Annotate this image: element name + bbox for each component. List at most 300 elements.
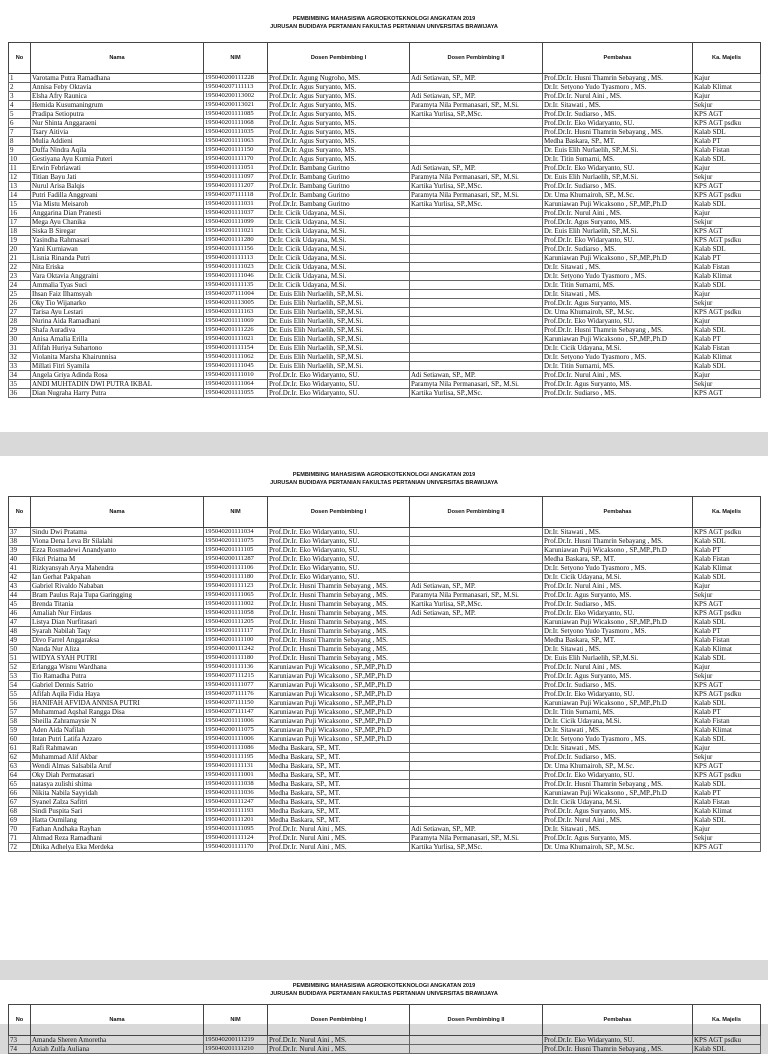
cell-pembahas: Prof.Dr.Ir. Eko Widaryanto, SU. — [543, 119, 693, 128]
cell-no: 4 — [9, 101, 31, 110]
cell-ka-majelis: Kalab SDL — [693, 537, 761, 546]
cell-dosen-pembimbing-1: Prof.Dr.Ir. Agus Suryanto, MS. — [268, 101, 410, 110]
cell-dosen-pembimbing-2 — [410, 690, 543, 699]
cell-pembahas: Dr.Ir. Sitawati , MS. — [543, 101, 693, 110]
cell-dosen-pembimbing-2 — [410, 717, 543, 726]
cell-ka-majelis: Kalab PT — [693, 254, 761, 263]
cell-dosen-pembimbing-2 — [410, 290, 543, 299]
cell-pembahas: Prof.Dr.Ir. Nurul Aini , MS. — [543, 816, 693, 825]
cell-ka-majelis: KPS AGT — [693, 600, 761, 609]
cell-ka-majelis: Kalab Fistan — [693, 344, 761, 353]
table-row — [9, 798, 761, 807]
table-row — [9, 726, 761, 735]
cell-no: 23 — [9, 272, 31, 281]
cell-no: 67 — [9, 798, 31, 807]
cell-nama: Millati Fitri Syamila — [31, 362, 204, 371]
cell-ka-majelis: Kalab SDL — [693, 281, 761, 290]
cell-pembahas: Prof.Dr.Ir. Agus Suryanto, MS. — [543, 834, 693, 843]
cell-dosen-pembimbing-2 — [410, 699, 543, 708]
cell-ka-majelis: Kalab Klimat — [693, 564, 761, 573]
cell-nama: Aden Aida Nafilah — [31, 726, 204, 735]
cell-dosen-pembimbing-1: Karuniawan Puji Wicaksono , SP.,MP.,Ph.D — [268, 672, 410, 681]
cell-dosen-pembimbing-1: Prof.Dr.Ir. Bambang Guritno — [268, 164, 410, 173]
cell-pembahas: Prof.Dr.Ir. Agus Suryanto, MS. — [543, 807, 693, 816]
cell-dosen-pembimbing-2: Kartika Yurlisa, SP.,MSc. — [410, 389, 543, 398]
cell-ka-majelis: Sekjur — [693, 591, 761, 600]
cell-nim: 195040201111021 — [204, 227, 268, 236]
cell-dosen-pembimbing-1: Dr. Euis Elih Nurlaelih, SP.,M.Si. — [268, 362, 410, 371]
cell-ka-majelis: Sekjur — [693, 299, 761, 308]
cell-ka-majelis: KPS AGT psdku — [693, 528, 761, 537]
cell-ka-majelis: KPS AGT — [693, 227, 761, 236]
cell-dosen-pembimbing-2: Kartika Yurlisa, SP.,MSc. — [410, 110, 543, 119]
cell-dosen-pembimbing-1: Prof.Dr.Ir. Agus Suryanto, MS. — [268, 146, 410, 155]
cell-no: 57 — [9, 708, 31, 717]
cell-nama: natasya zulishi shima — [31, 780, 204, 789]
cell-nama: Rafi Rahmawan — [31, 744, 204, 753]
cell-no: 10 — [9, 155, 31, 164]
cell-dosen-pembimbing-2 — [410, 281, 543, 290]
cell-nim: 195040201111135 — [204, 281, 268, 290]
cell-dosen-pembimbing-2 — [410, 771, 543, 780]
cell-nim: 195040201111106 — [204, 564, 268, 573]
cell-pembahas: Dr.Ir. Cicik Udayana, M.Si. — [543, 798, 693, 807]
cell-nama: Erwin Febriawati — [31, 164, 204, 173]
cell-dosen-pembimbing-2 — [410, 753, 543, 762]
cell-pembahas: Karuniawan Puji Wicaksono , SP.,MP.,Ph.D — [543, 618, 693, 627]
cell-dosen-pembimbing-2: Adi Setiawan, SP., MP. — [410, 74, 543, 83]
cell-dosen-pembimbing-2 — [410, 1036, 543, 1045]
cell-dosen-pembimbing-2: Adi Setiawan, SP., MP. — [410, 164, 543, 173]
cell-nama: Varotama Putra Ramadhana — [31, 74, 204, 83]
table-row — [9, 335, 761, 344]
cell-dosen-pembimbing-1: Karuniawan Puji Wicaksono , SP.,MP.,Ph.D — [268, 726, 410, 735]
cell-ka-majelis: Kajur — [693, 317, 761, 326]
table-row — [9, 137, 761, 146]
cell-nama: Muhammad Aqshal Rangga Disa — [31, 708, 204, 717]
table-row — [9, 717, 761, 726]
cell-pembahas: Prof.Dr.Ir. Agus Suryanto, MS. — [543, 380, 693, 389]
cell-dosen-pembimbing-2 — [410, 681, 543, 690]
cell-ka-majelis: Kalab SDL — [693, 128, 761, 137]
cell-nim: 195040201111046 — [204, 272, 268, 281]
cell-nama: Intan Putri Latifa Azzaro — [31, 735, 204, 744]
table-row — [9, 209, 761, 218]
cell-pembahas: Medha Baskara, SP., MT. — [543, 555, 693, 564]
header-ka-majelis: Ka. Majelis — [693, 1005, 761, 1036]
cell-pembahas: Dr.Ir. Setyono Yudo Tyasmoro , MS. — [543, 83, 693, 92]
cell-nama: Gabriel Dennis Satrio — [31, 681, 204, 690]
table-row — [9, 825, 761, 834]
table-row — [9, 771, 761, 780]
cell-pembahas: Prof.Dr.Ir. Husni Thamrin Sebayang , MS. — [543, 537, 693, 546]
header-pembahas: Pembahas — [543, 497, 693, 528]
cell-ka-majelis: Kalab SDL — [693, 362, 761, 371]
cell-ka-majelis: Kalab SDL — [693, 155, 761, 164]
cell-pembahas: Karuniawan Puji Wicaksono , SP.,MP.,Ph.D — [543, 200, 693, 209]
cell-ka-majelis: Sekjur — [693, 672, 761, 681]
table-row — [9, 564, 761, 573]
cell-pembahas: Dr.Ir. Sitawati , MS. — [543, 726, 693, 735]
cell-dosen-pembimbing-1: Prof.Dr.Ir. Nurul Aini , MS. — [268, 825, 410, 834]
header-row — [9, 43, 761, 74]
cell-dosen-pembimbing-1: Prof.Dr.Ir. Husni Thamrin Sebayang , MS. — [268, 582, 410, 591]
cell-dosen-pembimbing-1: Dr.Ir. Cicik Udayana, M.Si. — [268, 209, 410, 218]
cell-nama: Hemida Kusumaningrum — [31, 101, 204, 110]
cell-nama: Ezza Rosmadewi Anandyanto — [31, 546, 204, 555]
cell-pembahas: Prof.Dr.Ir. Husni Thamrin Sebayang , MS. — [543, 326, 693, 335]
cell-no: 40 — [9, 555, 31, 564]
table-row — [9, 182, 761, 191]
cell-dosen-pembimbing-1: Prof.Dr.Ir. Husni Thamrin Sebayang , MS. — [268, 636, 410, 645]
cell-dosen-pembimbing-1: Medha Baskara, SP., MT. — [268, 789, 410, 798]
table-row — [9, 672, 761, 681]
cell-pembahas: Dr.Ir. Titin Sumarni, MS. — [543, 155, 693, 164]
cell-no: 49 — [9, 636, 31, 645]
table-row — [9, 245, 761, 254]
cell-nim: 195040201111180 — [204, 654, 268, 663]
cell-nama: Mega Ayu Chanika — [31, 218, 204, 227]
table-row — [9, 155, 761, 164]
cell-no: 39 — [9, 546, 31, 555]
cell-pembahas: Dr. Uma Khumairoh, SP., M.Sc. — [543, 843, 693, 852]
cell-nama: HANIFAH AFVIDA ANNISA PUTRI — [31, 699, 204, 708]
cell-pembahas: Dr. Uma Khumairoh, SP., M.Sc. — [543, 762, 693, 771]
cell-nama: Angela Griya Adinda Rosa — [31, 371, 204, 380]
cell-nim: 195040201111156 — [204, 245, 268, 254]
cell-dosen-pembimbing-2 — [410, 362, 543, 371]
cell-nim: 195040201111136 — [204, 663, 268, 672]
table-row — [9, 272, 761, 281]
cell-dosen-pembimbing-2: Paramyta Nila Permanasari, SP., M.Si. — [410, 834, 543, 843]
cell-dosen-pembimbing-1: Prof.Dr.Ir. Agus Suryanto, MS. — [268, 83, 410, 92]
cell-nim: 195040201111002 — [204, 600, 268, 609]
cell-nim: 195040201111170 — [204, 155, 268, 164]
cell-dosen-pembimbing-1: Prof.Dr.Ir. Husni Thamrin Sebayang , MS. — [268, 654, 410, 663]
cell-nim: 195040201111063 — [204, 137, 268, 146]
cell-pembahas: Prof.Dr.Ir. Nurul Aini , MS. — [543, 371, 693, 380]
cell-ka-majelis: KPS AGT — [693, 843, 761, 852]
cell-no: 32 — [9, 353, 31, 362]
supervisor-table — [8, 42, 761, 398]
document-subtitle: JURUSAN BUDIDAYA PERTANIAN FAKULTAS PERTANIAN UNIVERSITAS BRAWIJAYA — [270, 480, 498, 486]
cell-dosen-pembimbing-2 — [410, 726, 543, 735]
cell-pembahas: Prof.Dr.Ir. Sudiarso , MS. — [543, 681, 693, 690]
cell-ka-majelis: KPS AGT psdku — [693, 1036, 761, 1045]
cell-nama: Ammalia Tyas Suci — [31, 281, 204, 290]
cell-nama: Aziah Zulfa Auliana — [31, 1045, 204, 1054]
cell-no: 35 — [9, 380, 31, 389]
cell-dosen-pembimbing-2 — [410, 227, 543, 236]
cell-nim: 195040201111035 — [204, 128, 268, 137]
document-title: PEMBIMBING MAHASISWA AGROEKOTEKNOLOGI ANGKATAN 2019 — [292, 983, 476, 989]
cell-ka-majelis: Kajur — [693, 209, 761, 218]
cell-dosen-pembimbing-2 — [410, 555, 543, 564]
cell-dosen-pembimbing-1: Prof.Dr.Ir. Husni Thamrin Sebayang , MS. — [268, 627, 410, 636]
cell-dosen-pembimbing-2: Paramyta Nila Permanasari, SP., M.Si. — [410, 191, 543, 200]
supervisor-table — [8, 496, 761, 852]
table-row — [9, 789, 761, 798]
cell-ka-majelis: Kalab Fistan — [693, 798, 761, 807]
table-row — [9, 290, 761, 299]
table-row — [9, 101, 761, 110]
header-pembahas: Pembahas — [543, 43, 693, 74]
cell-dosen-pembimbing-2 — [410, 789, 543, 798]
cell-nama: Nita Eriska — [31, 263, 204, 272]
cell-ka-majelis: Kalab PT — [693, 627, 761, 636]
cell-pembahas: Prof.Dr.Ir. Sudiarso , MS. — [543, 110, 693, 119]
header-nama: Nama — [31, 497, 204, 528]
cell-nim: 195040201111085 — [204, 110, 268, 119]
cell-pembahas: Prof.Dr.Ir. Sudiarso , MS. — [543, 182, 693, 191]
cell-dosen-pembimbing-1: Prof.Dr.Ir. Eko Widaryanto, SU. — [268, 537, 410, 546]
cell-pembahas: Prof.Dr.Ir. Eko Widaryanto, SU. — [543, 1036, 693, 1045]
cell-nama: Dian Nugraha Harry Putra — [31, 389, 204, 398]
cell-pembahas: Dr. Uma Khumairoh, SP., M.Sc. — [543, 191, 693, 200]
cell-dosen-pembimbing-1: Prof.Dr.Ir. Agus Suryanto, MS. — [268, 119, 410, 128]
cell-pembahas: Dr.Ir. Cicik Udayana, M.Si. — [543, 344, 693, 353]
table-row — [9, 92, 761, 101]
cell-no: 17 — [9, 218, 31, 227]
cell-dosen-pembimbing-1: Medha Baskara, SP., MT. — [268, 816, 410, 825]
cell-nama: Dhika Adhelya Eka Merdeka — [31, 843, 204, 852]
cell-no: 6 — [9, 119, 31, 128]
cell-nim: 195040201111117 — [204, 627, 268, 636]
cell-nim: 195040201111006 — [204, 735, 268, 744]
cell-dosen-pembimbing-2 — [410, 744, 543, 753]
cell-ka-majelis: Kalab Klimat — [693, 645, 761, 654]
cell-nim: 195040201111006 — [204, 717, 268, 726]
cell-no: 45 — [9, 600, 31, 609]
table-row — [9, 681, 761, 690]
cell-pembahas: Dr. Uma Khumairoh, SP., M.Sc. — [543, 308, 693, 317]
cell-pembahas: Prof.Dr.Ir. Husni Thamrin Sebayang , MS. — [543, 128, 693, 137]
cell-pembahas: Karuniawan Puji Wicaksono , SP.,MP.,Ph.D — [543, 335, 693, 344]
cell-nama: Pradipa Setioputra — [31, 110, 204, 119]
table-row — [9, 236, 761, 245]
supervisor-table — [8, 1004, 761, 1054]
cell-pembahas: Dr.Ir. Cicik Udayana, M.Si. — [543, 573, 693, 582]
cell-dosen-pembimbing-2 — [410, 263, 543, 272]
cell-no: 14 — [9, 191, 31, 200]
cell-dosen-pembimbing-2: Paramyta Nila Permanasari, SP., M.Si. — [410, 173, 543, 182]
cell-nim: 195040207111150 — [204, 699, 268, 708]
header-ka-majelis: Ka. Majelis — [693, 497, 761, 528]
cell-no: 59 — [9, 726, 31, 735]
header-dosen-pembimbing-2: Dosen Pembimbing II — [410, 1005, 543, 1036]
cell-dosen-pembimbing-2 — [410, 816, 543, 825]
cell-no: 5 — [9, 110, 31, 119]
cell-dosen-pembimbing-2: Adi Setiawan, SP., MP. — [410, 609, 543, 618]
table-row — [9, 537, 761, 546]
cell-pembahas: Prof.Dr.Ir. Agus Suryanto, MS. — [543, 218, 693, 227]
cell-nama: Rizkyansyah Arya Mahendra — [31, 564, 204, 573]
table-row — [9, 555, 761, 564]
cell-nim: 195040207111004 — [204, 290, 268, 299]
cell-dosen-pembimbing-1: Karuniawan Puji Wicaksono , SP.,MP.,Ph.D — [268, 699, 410, 708]
cell-dosen-pembimbing-1: Karuniawan Puji Wicaksono , SP.,MP.,Ph.D — [268, 717, 410, 726]
cell-nama: Sheilla Zahramaysie N — [31, 717, 204, 726]
cell-nim: 195040200111287 — [204, 555, 268, 564]
cell-dosen-pembimbing-1: Prof.Dr.Ir. Agus Suryanto, MS. — [268, 155, 410, 164]
cell-no: 33 — [9, 362, 31, 371]
cell-dosen-pembimbing-2 — [410, 119, 543, 128]
cell-nim: 195040201111195 — [204, 753, 268, 762]
cell-dosen-pembimbing-1: Medha Baskara, SP., MT. — [268, 753, 410, 762]
table-row — [9, 119, 761, 128]
cell-ka-majelis: Sekjur — [693, 753, 761, 762]
cell-no: 15 — [9, 200, 31, 209]
cell-dosen-pembimbing-1: Prof.Dr.Ir. Husni Thamrin Sebayang , MS. — [268, 645, 410, 654]
cell-nim: 195040201111023 — [204, 263, 268, 272]
cell-no: 9 — [9, 146, 31, 155]
cell-nim: 195040201111031 — [204, 200, 268, 209]
cell-dosen-pembimbing-1: Dr.Ir. Cicik Udayana, M.Si. — [268, 263, 410, 272]
cell-nama: Gabriel Rivaldo Nababan — [31, 582, 204, 591]
table-row — [9, 389, 761, 398]
cell-pembahas: Dr.Ir. Cicik Udayana, M.Si. — [543, 717, 693, 726]
cell-no: 74 — [9, 1045, 31, 1054]
table-row — [9, 546, 761, 555]
table-row — [9, 362, 761, 371]
cell-pembahas: Prof.Dr.Ir. Agus Suryanto, MS. — [543, 672, 693, 681]
cell-nim: 195040201111193 — [204, 807, 268, 816]
header-no: No — [9, 1005, 31, 1036]
cell-dosen-pembimbing-1: Prof.Dr.Ir. Agus Suryanto, MS. — [268, 92, 410, 101]
cell-no: 20 — [9, 245, 31, 254]
cell-ka-majelis: Kalab Klimat — [693, 83, 761, 92]
cell-dosen-pembimbing-1: Prof.Dr.Ir. Nurul Aini , MS. — [268, 1036, 410, 1045]
cell-dosen-pembimbing-1: Medha Baskara, SP., MT. — [268, 744, 410, 753]
cell-ka-majelis: Kalab SDL — [693, 816, 761, 825]
cell-nama: Lisnia Rinanda Putri — [31, 254, 204, 263]
cell-ka-majelis: Kajur — [693, 164, 761, 173]
cell-ka-majelis: Kalab PT — [693, 137, 761, 146]
cell-nim: 195040201111036 — [204, 789, 268, 798]
cell-nama: Afifah Aqila Fidia Haya — [31, 690, 204, 699]
cell-nim: 195040201111163 — [204, 308, 268, 317]
cell-pembahas: Karuniawan Puji Wicaksono , SP.,MP.,Ph.D — [543, 699, 693, 708]
header-nim: NIM — [204, 497, 268, 528]
table-row — [9, 573, 761, 582]
cell-nim: 195040201111131 — [204, 762, 268, 771]
cell-dosen-pembimbing-1: Dr. Euis Elih Nurlaelih, SP.,M.Si. — [268, 317, 410, 326]
cell-no: 3 — [9, 92, 31, 101]
cell-nim: 195040201111021 — [204, 335, 268, 344]
cell-ka-majelis: Kajur — [693, 74, 761, 83]
cell-no: 21 — [9, 254, 31, 263]
cell-dosen-pembimbing-2 — [410, 245, 543, 254]
document-subtitle: JURUSAN BUDIDAYA PERTANIAN FAKULTAS PERTANIAN UNIVERSITAS BRAWIJAYA — [270, 24, 498, 30]
cell-nim: 195040201111086 — [204, 744, 268, 753]
cell-dosen-pembimbing-2 — [410, 573, 543, 582]
cell-pembahas: Prof.Dr.Ir. Nurul Aini , MS. — [543, 663, 693, 672]
table-row — [9, 762, 761, 771]
cell-dosen-pembimbing-1: Prof.Dr.Ir. Husni Thamrin Sebayang , MS. — [268, 591, 410, 600]
cell-no: 12 — [9, 173, 31, 182]
cell-nim: 195040201113005 — [204, 299, 268, 308]
cell-dosen-pembimbing-1: Dr. Euis Elih Nurlaelih, SP.,M.Si. — [268, 326, 410, 335]
cell-ka-majelis: Kalab Fistan — [693, 263, 761, 272]
document-page-2 — [0, 456, 768, 960]
cell-dosen-pembimbing-2 — [410, 546, 543, 555]
cell-ka-majelis: KPS AGT psdku — [693, 690, 761, 699]
cell-ka-majelis: Kalab SDL — [693, 654, 761, 663]
cell-ka-majelis: Kalab SDL — [693, 245, 761, 254]
cell-pembahas: Medha Baskara, SP., MT. — [543, 636, 693, 645]
cell-nama: Divo Farrel Anggaraksa — [31, 636, 204, 645]
cell-nama: Nur Shinta Anggaraeni — [31, 119, 204, 128]
cell-dosen-pembimbing-2 — [410, 618, 543, 627]
cell-nama: ANDI MUHTADIN DWI PUTRA IKBAL — [31, 380, 204, 389]
table-row — [9, 146, 761, 155]
table-row — [9, 708, 761, 717]
cell-no: 43 — [9, 582, 31, 591]
cell-dosen-pembimbing-2: Paramyta Nila Permanasari, SP., M.Si. — [410, 101, 543, 110]
cell-nim: 195040201111201 — [204, 816, 268, 825]
cell-pembahas: Prof.Dr.Ir. Agus Suryanto, MS. — [543, 299, 693, 308]
table-row — [9, 816, 761, 825]
table-row — [9, 191, 761, 200]
cell-dosen-pembimbing-2 — [410, 209, 543, 218]
cell-dosen-pembimbing-1: Prof.Dr.Ir. Agus Suryanto, MS. — [268, 137, 410, 146]
cell-pembahas: Prof.Dr.Ir. Nurul Aini , MS. — [543, 582, 693, 591]
cell-no: 37 — [9, 528, 31, 537]
cell-dosen-pembimbing-2 — [410, 335, 543, 344]
cell-pembahas: Dr. Euis Elih Nurlaelih, SP.,M.Si. — [543, 654, 693, 663]
cell-nama: Ahmad Reza Ramadhani — [31, 834, 204, 843]
cell-pembahas: Dr. Euis Elih Nurlaelih, SP.,M.Si. — [543, 146, 693, 155]
header-nim: NIM — [204, 43, 268, 74]
table-row — [9, 753, 761, 762]
cell-nama: Hatta Oumilang — [31, 816, 204, 825]
header-pembahas: Pembahas — [543, 1005, 693, 1036]
cell-nim: 195040201111280 — [204, 236, 268, 245]
cell-dosen-pembimbing-1: Medha Baskara, SP., MT. — [268, 807, 410, 816]
header-nim: NIM — [204, 1005, 268, 1036]
header-no: No — [9, 497, 31, 528]
cell-dosen-pembimbing-1: Prof.Dr.Ir. Eko Widaryanto, SU. — [268, 371, 410, 380]
cell-ka-majelis: Kajur — [693, 582, 761, 591]
cell-nim: 195040200111242 — [204, 645, 268, 654]
cell-dosen-pembimbing-1: Prof.Dr.Ir. Nurul Aini , MS. — [268, 1045, 410, 1054]
cell-ka-majelis: Kalab Klimat — [693, 353, 761, 362]
cell-ka-majelis: Kajur — [693, 371, 761, 380]
cell-nim: 195040201111170 — [204, 843, 268, 852]
cell-dosen-pembimbing-2 — [410, 218, 543, 227]
cell-nama: Sindu Dwi Pratama — [31, 528, 204, 537]
cell-nim: 195040201111226 — [204, 326, 268, 335]
cell-dosen-pembimbing-2 — [410, 299, 543, 308]
cell-nama: Syarah Nabilah Taqy — [31, 627, 204, 636]
cell-dosen-pembimbing-1: Prof.Dr.Ir. Eko Widaryanto, SU. — [268, 528, 410, 537]
cell-nama: Anisa Amalia Erilla — [31, 335, 204, 344]
cell-no: 25 — [9, 290, 31, 299]
table-row — [9, 371, 761, 380]
cell-ka-majelis: Kalab SDL — [693, 618, 761, 627]
cell-dosen-pembimbing-2: Kartika Yurlisa, SP.,MSc. — [410, 182, 543, 191]
cell-dosen-pembimbing-1: Karuniawan Puji Wicaksono , SP.,MP.,Ph.D — [268, 681, 410, 690]
cell-pembahas: Dr.Ir. Sitawati , MS. — [543, 290, 693, 299]
cell-pembahas: Prof.Dr.Ir. Nurul Aini , MS. — [543, 209, 693, 218]
cell-no: 65 — [9, 780, 31, 789]
table-row — [9, 582, 761, 591]
document-title: PEMBIMBING MAHASISWA AGROEKOTEKNOLOGI ANGKATAN 2019 — [292, 16, 476, 22]
table-row — [9, 263, 761, 272]
cell-dosen-pembimbing-2 — [410, 735, 543, 744]
cell-nama: Yani Kurniawan — [31, 245, 204, 254]
cell-ka-majelis: Kalab Klimat — [693, 272, 761, 281]
